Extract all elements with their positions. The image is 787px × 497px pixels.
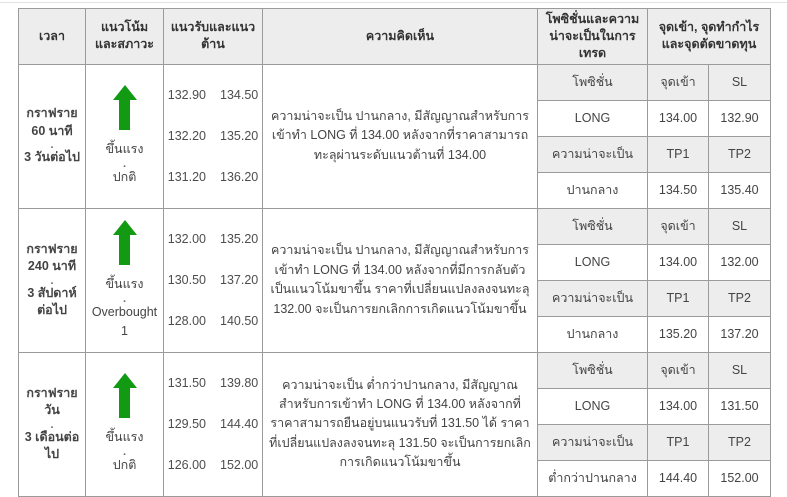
trend-strength-label: ขึ้นแรง (105, 142, 144, 157)
tp2-subheader: TP2 (709, 136, 771, 172)
dot-separator: . (50, 274, 54, 287)
timeframe-label: กราฟราย 240 นาที (26, 241, 78, 274)
position-subheader: โพซิชั่น (538, 352, 648, 388)
probability-subheader: ความน่าจะเป็น (538, 136, 648, 172)
header-time: เวลา (19, 9, 86, 65)
tp1-value: 134.50 (648, 172, 709, 208)
comment-cell: ความน่าจะเป็น ต่ำกว่าปานกลาง, มีสัญญาณสำหรับการเข้าทำ LONG ที่ 134.00 หลังจากที่ราคาสามารถยืนอยู่บนแนวรับที่ 131.50 ได้ ราคาที่เปลี่ยนแปลงลงจนทะลุ 131.50 จะเป็นการยกเลิกการเกิดแนวโน้มขาขึ้น (263, 352, 538, 496)
probability-subheader: ความน่าจะเป็น (538, 424, 648, 460)
page-top-divider (0, 2, 787, 3)
timeframe-label: กราฟราย 60 นาที (26, 106, 78, 138)
timeframe-horizon: 3 เดือนต่อไป (24, 429, 80, 462)
comment-cell: ความน่าจะเป็น ปานกลาง, มีสัญญาณสำหรับการเข้าทำ LONG ที่ 134.00 หลังจากที่ราคาสามารถทะลุผ่านระดับแนวต้านที่ 134.00 (263, 64, 538, 208)
header-trend: แนวโน้มและสภาวะ (86, 9, 164, 65)
timeframe-horizon: 3 สัปดาห์ต่อไป (27, 285, 77, 318)
header-position: โพซิชั่นและความน่าจะเป็นในการเทรด (538, 9, 648, 65)
support-resistance-cell (164, 64, 263, 208)
trend-strength-label: ขึ้นแรง (105, 277, 144, 291)
sr-pair: 131.20 136.20 (167, 170, 259, 185)
timeframe-cell (19, 352, 86, 496)
probability-value: ต่ำกว่าปานกลาง (538, 460, 648, 496)
tp2-subheader: TP2 (709, 424, 771, 460)
tp2-value: 137.20 (709, 316, 771, 352)
trend-condition-label: ปกติ (112, 170, 137, 185)
sl-subheader: SL (709, 64, 771, 100)
sl-value: 131.50 (709, 388, 771, 424)
dot-separator: . (122, 292, 127, 305)
trend-up-arrow-icon (113, 220, 137, 265)
sr-pair: 131.50 139.80 (167, 375, 259, 390)
timeframe-horizon: 3 วันต่อไป (24, 150, 80, 165)
position-value: LONG (538, 244, 648, 280)
header-comment: ความคิดเห็น (263, 9, 538, 65)
analysis-table (18, 8, 771, 497)
timeframe-cell (19, 208, 86, 352)
position-subheader: โพซิชั่น (538, 64, 648, 100)
header-entry-tp-sl: จุดเข้า, จุดทำกำไรและจุดตัดขาดทุน (648, 9, 771, 65)
tp1-value: 135.20 (648, 316, 709, 352)
tp2-value: 135.40 (709, 172, 771, 208)
tp2-subheader: TP2 (709, 280, 771, 316)
position-value: LONG (538, 388, 648, 424)
dot-separator: . (50, 418, 54, 431)
support-resistance-cell (164, 352, 263, 496)
support-resistance-cell (164, 208, 263, 352)
probability-subheader: ความน่าจะเป็น (538, 280, 648, 316)
sr-pair: 126.00 152.00 (167, 458, 259, 473)
timeframe-label: กราฟรายวัน (26, 385, 78, 418)
trend-cell (86, 64, 164, 208)
sr-pair: 132.20 135.20 (167, 129, 259, 144)
entry-subheader: จุดเข้า (648, 208, 709, 244)
dot-separator: . (122, 158, 127, 171)
dot-separator: . (50, 139, 54, 152)
table-row (19, 64, 771, 100)
entry-value: 134.00 (648, 244, 709, 280)
entry-subheader: จุดเข้า (648, 352, 709, 388)
trend-cell (86, 352, 164, 496)
sr-pair: 132.90 134.50 (167, 87, 259, 102)
entry-subheader: จุดเข้า (648, 64, 709, 100)
header-support-resistance: แนวรับและแนวต้าน (164, 9, 263, 65)
trend-up-arrow-icon (113, 85, 137, 130)
timeframe-cell (19, 64, 86, 208)
probability-value: ปานกลาง (538, 316, 648, 352)
table-row (19, 352, 771, 388)
tp1-value: 144.40 (648, 460, 709, 496)
trend-strength-label: ขึ้นแรง (105, 430, 144, 445)
tp2-value: 152.00 (709, 460, 771, 496)
table-row (19, 208, 771, 244)
position-value: LONG (538, 100, 648, 136)
comment-cell: ความน่าจะเป็น ปานกลาง, มีสัญญาณสำหรับการเข้าทำ LONG ที่ 134.00 หลังจากที่มีการกลับตัวเป็นแนวโน้มขาขึ้น ราคาที่เปลี่ยนแปลงลงจนทะลุ 132.00 จะเป็นการยกเลิกการเกิดแนวโน้มขาขึ้น (263, 208, 538, 352)
tp1-subheader: TP1 (648, 136, 709, 172)
sr-pair: 129.50 144.40 (167, 417, 259, 432)
sl-value: 132.90 (709, 100, 771, 136)
sl-subheader: SL (709, 352, 771, 388)
trend-up-arrow-icon (113, 373, 137, 418)
trend-condition-label: ปกติ (112, 458, 137, 473)
entry-value: 134.00 (648, 388, 709, 424)
sl-subheader: SL (709, 208, 771, 244)
tp1-subheader: TP1 (648, 424, 709, 460)
position-subheader: โพซิชั่น (538, 208, 648, 244)
header-row (19, 9, 771, 65)
sr-pair: 130.50 137.20 (167, 273, 259, 288)
tp1-subheader: TP1 (648, 280, 709, 316)
trend-cell (86, 208, 164, 352)
entry-value: 134.00 (648, 100, 709, 136)
sr-pair: 132.00 135.20 (167, 231, 259, 246)
dot-separator: . (122, 446, 127, 459)
sl-value: 132.00 (709, 244, 771, 280)
trend-condition-label: Overbought 1 (91, 304, 158, 338)
probability-value: ปานกลาง (538, 172, 648, 208)
sr-pair: 128.00 140.50 (167, 314, 259, 329)
